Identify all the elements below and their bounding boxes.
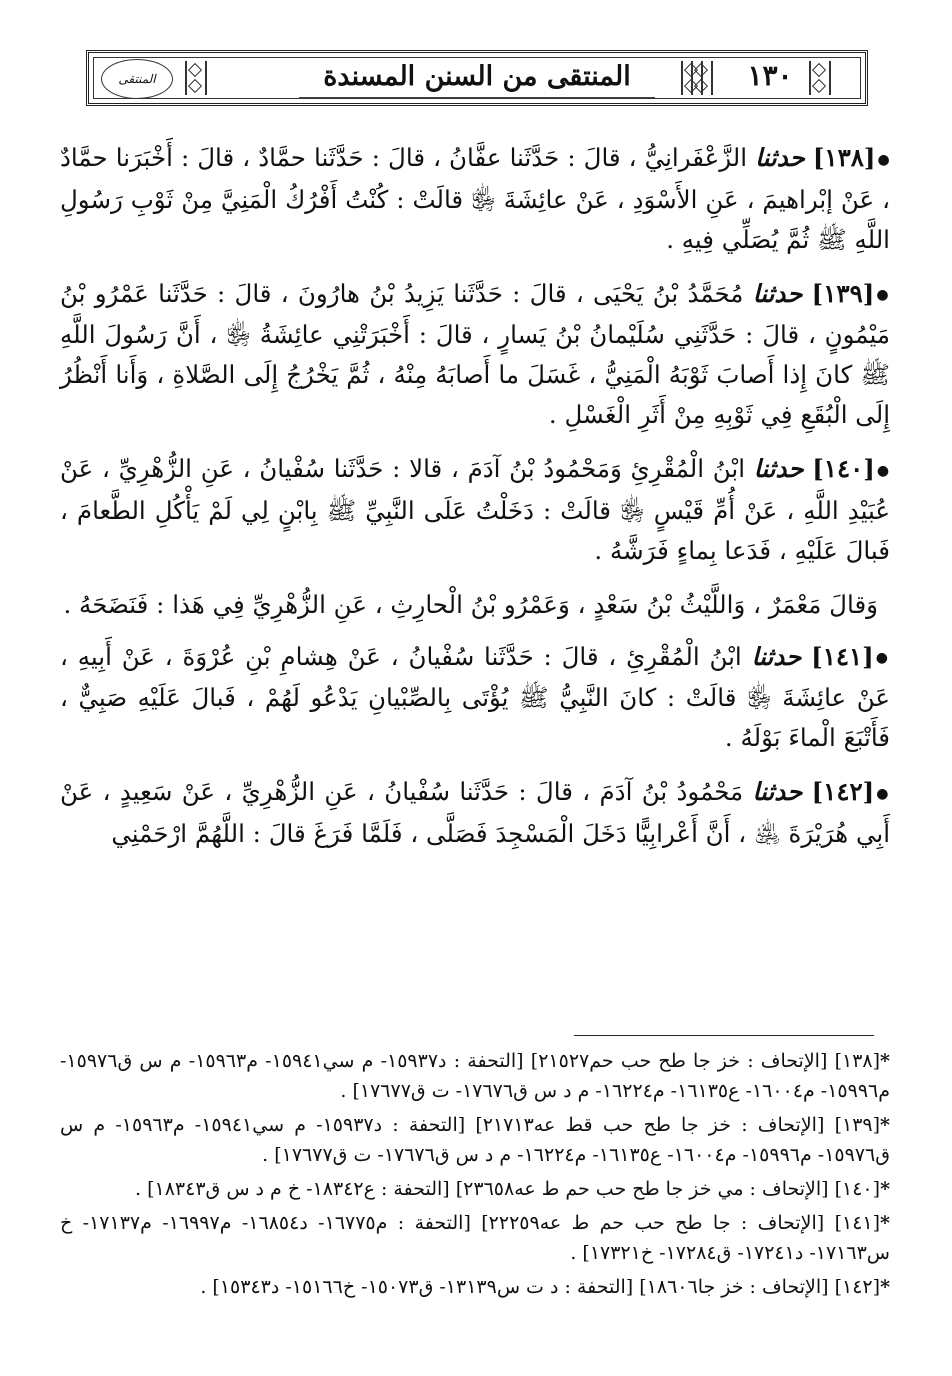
hadith-text: الزَّعْفَرانِيُّ ، قالَ : حَدَّثَنا عفَّانُ ، قالَ : حَدَّثَنا حمَّادٌ ، قالَ : أَخْبَرَنا حمَّادٌ ، عَنْ إبْراهيمَ ، عَنِ الأَسْوَدِ ، عَنْ عائِشَةَ ﵂ قالَتْ : كُنْتُ أَفْرُكُ الْمَنِيَّ مِنْ ثَوْبِ رَسُولِ اللَّهِ ﷺ ثُمَّ يُصَلِّي فِيهِ . [60,143,890,254]
footnote-item [60,1272,890,1302]
header-ornament-icon [185,61,207,95]
footnote-item [60,1208,890,1268]
main-text [60,138,890,868]
hadith-text: ابْنُ الْمُقْرِئِ ، قالَ : حَدَّثَنا سُفْيانُ ، عَنْ هِشامِ بْنِ عُرْوَةَ ، عَنْ أَبِيهِ ، عَنْ عائِشَةَ ﵂ قالَتْ : كانَ النَّبِيُّ ﷺ يُؤْتَى بِالصِّبْيانِ يَدْعُو لَهُمْ ، فَبالَ عَلَيْهِ صَبِيٌّ ، فَأَتْبَعَ الْماءَ بَوْلَهُ . [60,641,890,752]
hadith-text: ابْنُ الْمُقْرِئِ وَمَحْمُودُ بْنُ آدَمَ ، قالا : حَدَّثَنا سُفْيانُ ، عَنِ الزُّهْرِيِّ ، عَنْ عُبَيْدِ اللَّهِ ، عَنْ أُمِّ قَيْسٍ ﵂ قالَتْ : دَخَلْتُ عَلَى النَّبِيِّ ﷺ بِابْنٍ لِي لَمْ يَأْكُلِ الطَّعامَ ، فَبالَ عَلَيْهِ ، فَدَعا بِماءٍ فَرَشَّهُ . [60,454,890,565]
page-number: ١٣٠ [747,59,793,92]
hadith-paragraph [60,772,890,854]
footnote-item [60,1174,890,1204]
footnote-star: * [880,1212,890,1234]
hadith-text: مُحَمَّدُ بْنُ يَحْيَى ، قالَ : حَدَّثَنا يَزِيدُ بْنُ هارُونَ ، قالَ : حَدَّثَنا عَمْرُو بْنُ مَيْمُونٍ ، قالَ : حَدَّثَنِي سُلَيْمانُ بْنُ يَسارٍ ، قالَ : أَخْبَرَتْنِي عائِشَةُ ﵂ ، أَنَّ رَسُولَ اللَّهِ ﷺ كانَ إِذا أَصابَ ثَوْبَهُ الْمَنِيُّ ، غَسَلَ ما أَصابَهُ مِنْهُ ، ثُمَّ يَخْرُجُ إِلَى الصَّلاةِ ، وَأَنا أَنْظُرُ إِلَى الْبُقَعِ فِي ثَوْبِهِ مِنْ أَثَرِ الْغَسْلِ . [60,278,890,429]
page-header [86,50,868,106]
footnote-item [60,1046,890,1106]
hadith-paragraph [60,449,890,571]
bullet-icon: ● [876,785,890,802]
bullet-icon: ● [876,287,891,303]
footnote-text: [١٣٨] [الإتحاف : خز جا طح حب حم٢١٥٢٧] [التحفة : د١٥٩٣٧- م سي١٥٩٤١- م١٥٩٦٣- م س ق١٥٩٧٦- م١٥٩٩٦- م١٦٠٠٤- ع١٦١٣٥- م١٦٢٢٤- م د س ق١٧٦٧٦- ت ق١٧٦٧٧] . [60,1050,890,1102]
bullet-icon: ● [876,462,890,479]
footnote-divider [574,1035,874,1036]
footnote-star: * [880,1178,890,1200]
footnote-star: * [880,1114,890,1136]
running-title: المنتقى من السنن المسندة [259,61,695,92]
footnote-text: [١٤٢] [الإتحاف : خز جا١٨٦٠٦] [التحفة : د ت س١٣١٣٩- ق١٥٠٧٣- خ١٥١٦٦- د١٥٣٤٣] . [200,1276,881,1298]
hadith-opener: حدثنا [752,278,803,308]
footnote-item [60,1110,890,1170]
book-logo: المنتقى [101,59,173,99]
footnotes [60,1046,890,1306]
hadith-number: [١٤١] [811,641,874,671]
hadith-number: [١٤٠] [812,454,875,483]
footnote-text: [١٤٠] [الإتحاف : مي خز جا طح حب حم ط عه٢٣٦٥٨] [التحفة : ع١٨٣٤٢- خ م د س ق١٨٣٤٣] . [135,1178,881,1200]
footnote-star: * [880,1050,890,1072]
footnote-text: [١٣٩] [الإتحاف : خز جا طح حب قط عه٢١٧١٣] [التحفة : د١٥٩٣٧- م سي١٥٩٤١- م١٥٩٦٣- م س ق١٥٩٧٦- م١٥٩٩٦- م١٦٠٠٤- ع١٦١٣٥- م١٦٢٢٤- م د س ق١٧٦٧٦- ت ق١٧٦٧٧] . [60,1114,890,1166]
hadith-opener: حدثنا [751,641,802,671]
footnote-star: * [880,1276,890,1298]
hadith-opener: حدثنا [753,454,804,483]
hadith-opener: حدثنا [752,777,803,806]
hadith-number: [١٣٨] [812,143,876,172]
hadith-paragraph [60,274,890,436]
bullet-icon: ● [875,650,891,666]
hadith-number: [١٤٢] [811,777,875,806]
hadith-text: مَحْمُودُ بْنُ آدَمَ ، قالَ : حَدَّثَنا سُفْيانُ ، عَنِ الزُّهْرِيِّ ، عَنْ سَعِيدٍ ، عَنْ أَبِي هُرَيْرَةَ ﵁ ، أَنَّ أَعْرابِيًّا دَخَلَ الْمَسْجِدَ فَصَلَّى ، فَلَمَّا فَرَغَ قالَ : اللَّهُمَّ ارْحَمْنِي [60,777,890,848]
bullet-icon: ● [877,151,890,168]
hadith-number: [١٣٩] [811,278,875,308]
hadith-paragraph [60,637,890,759]
hadith-paragraph [60,138,890,260]
hadith-opener: حدثنا [755,143,805,172]
footnote-text: [١٤١] [الإتحاف : جا طح حب حم ط عه٢٢٢٥٩] [التحفة : م١٦٧٧٥- د١٦٨٥٤- م١٦٩٩٧- م١٧١٣٧- خ س١٧١٦٣- د١٧٢٤١- ق١٧٢٨٤- خ١٧٣٢١] . [60,1212,890,1264]
hadith-note: وَقالَ مَعْمَرٌ ، وَاللَّيْثُ بْنُ سَعْدٍ ، وَعَمْرُو بْنُ الْحارِثِ ، عَنِ الزُّهْرِيِّ فِي هَذا : فَنَضَحَهُ . [63,589,878,619]
